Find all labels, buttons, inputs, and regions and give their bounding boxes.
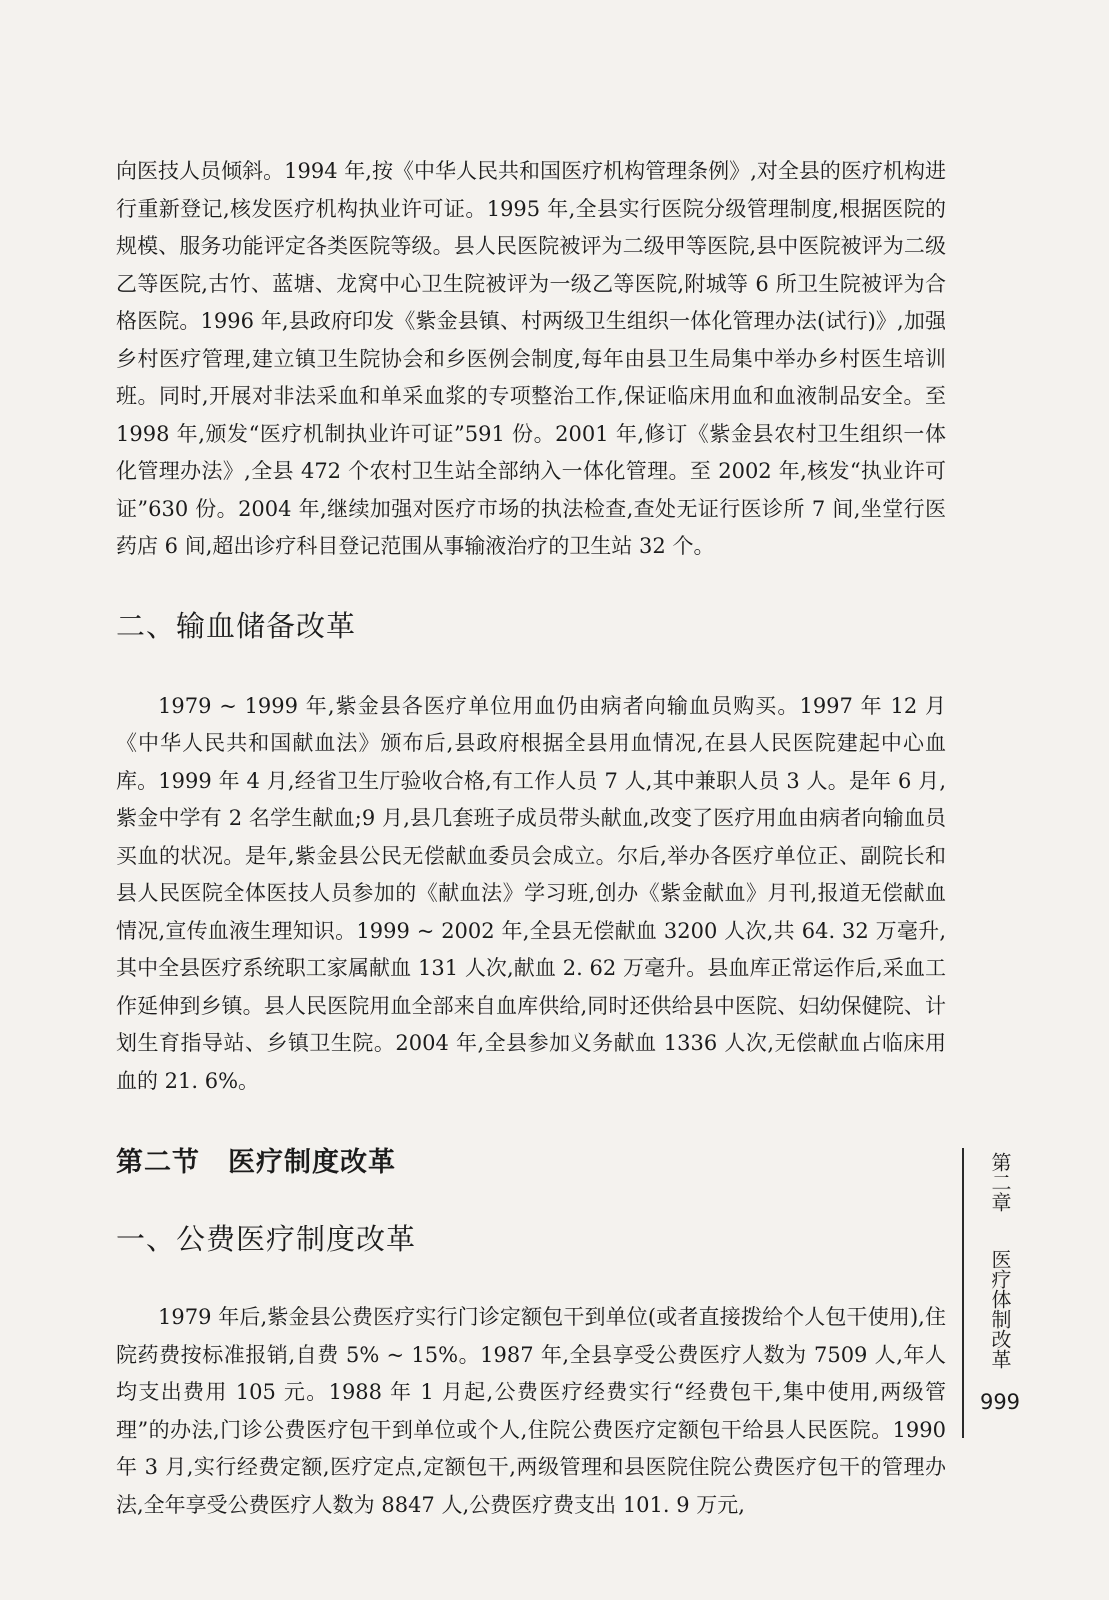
chapter-title-label: 医疗体制改革 bbox=[988, 1249, 1012, 1369]
chapter-label: 第二章 bbox=[988, 1152, 1012, 1212]
paragraph-blood-donation: 1979 ~ 1999 年,紫金县各医疗单位用血仍由病者向输血员购买。1997 年 12 月《中华人民共和国献血法》颁布后,县政府根据全县用血情况,在县人民医院建起中心血库。1999 年 4 月,经省卫生厅验收合格,有工作人员 7 人,其中兼职人员 3 人。是年 6 月,紫金中学有 2 名学生献血;9 月,县几套班子成员带头献血,改变了医疗用血由病者向输血员买血的状况。是年,紫金县公民无偿献血委员会成立。尔后,举办各医疗单位正、副院长和县人民医院全体医技人员参加的《献血法》学习班,创办《紫金献血》月刊,报道无偿献血情况,宣传血液生理知识。1999 ~ 2002 年,全县无偿献血 3200 人次,共 64. 32 万毫升,其中全县医疗系统职工家属献血 131 人次,献血 2. 62 万毫升。县血库正常运作后,采血工作延伸到乡镇。县人民医院用血全部来自血库供给,同时还供给县中医院、妇幼保健院、计划生育指导站、乡镇卫生院。2004 年,全县参加义务献血 1336 人次,无偿献血占临床用血的 21. 6%。 bbox=[116, 693, 946, 1093]
heading-transfusion-reform: 二、输血储备改革 bbox=[116, 608, 357, 643]
page-body bbox=[116, 150, 946, 1524]
paragraph-public-medical: 1979 年后,紫金县公费医疗实行门诊定额包干到单位(或者直接拨给个人包干使用),住院药费按标准报销,自费 5% ~ 15%。1987 年,全县享受公费医疗人数为 7509 人,年人均支出费用 105 元。1988 年 1 月起,公费医疗经费实行“经费包干,集中使用,两级管理”的办法,门诊公费医疗包干到单位或个人,住院公费医疗定额包干给县人民医院。1990 年 3 月,实行经费定额,医疗定点,定额包干,两级管理和县医院住院公费医疗包干的管理办法,全年享受公费医疗人数为 8847 人,公费医疗费支出 101. 9 万元, bbox=[116, 1305, 946, 1517]
section-heading-medical-system-reform: 第二节 医疗制度改革 bbox=[116, 1147, 396, 1178]
page-number: 999 bbox=[979, 1390, 1021, 1414]
heading-public-medical-reform: 一、公费医疗制度改革 bbox=[116, 1222, 417, 1256]
paragraph-medical-institutions: 向医技人员倾斜。1994 年,按《中华人民共和国医疗机构管理条例》,对全县的医疗机构进行重新登记,核发医疗机构执业许可证。1995 年,全县实行医院分级管理制度,根据医院的规模、服务功能评定各类医院等级。县人民医院被评为二级甲等医院,县中医院被评为二级乙等医院,古竹、蓝塘、龙窝中心卫生院被评为一级乙等医院,附城等 6 所卫生院被评为合格医院。1996 年,县政府印发《紫金县镇、村两级卫生组织一体化管理办法(试行)》,加强乡村医疗管理,建立镇卫生院协会和乡医例会制度,每年由县卫生局集中举办乡村医生培训班。同时,开展对非法采血和单采血浆的专项整治工作,保证临床用血和血液制品安全。至 1998 年,颁发“医疗机制执业许可证”591 份。2001 年,修订《紫金县农村卫生组织一体化管理办法》,全县 472 个农村卫生站全部纳入一体化管理。至 2002 年,核发“执业许可证”630 份。2004 年,继续加强对医疗市场的执法检查,查处无证行医诊所 7 间,坐堂行医药店 6 间,超出诊疗科目登记范围从事输液治疗的卫生站 32 个。 bbox=[116, 159, 946, 558]
margin-divider-line bbox=[962, 1148, 964, 1438]
